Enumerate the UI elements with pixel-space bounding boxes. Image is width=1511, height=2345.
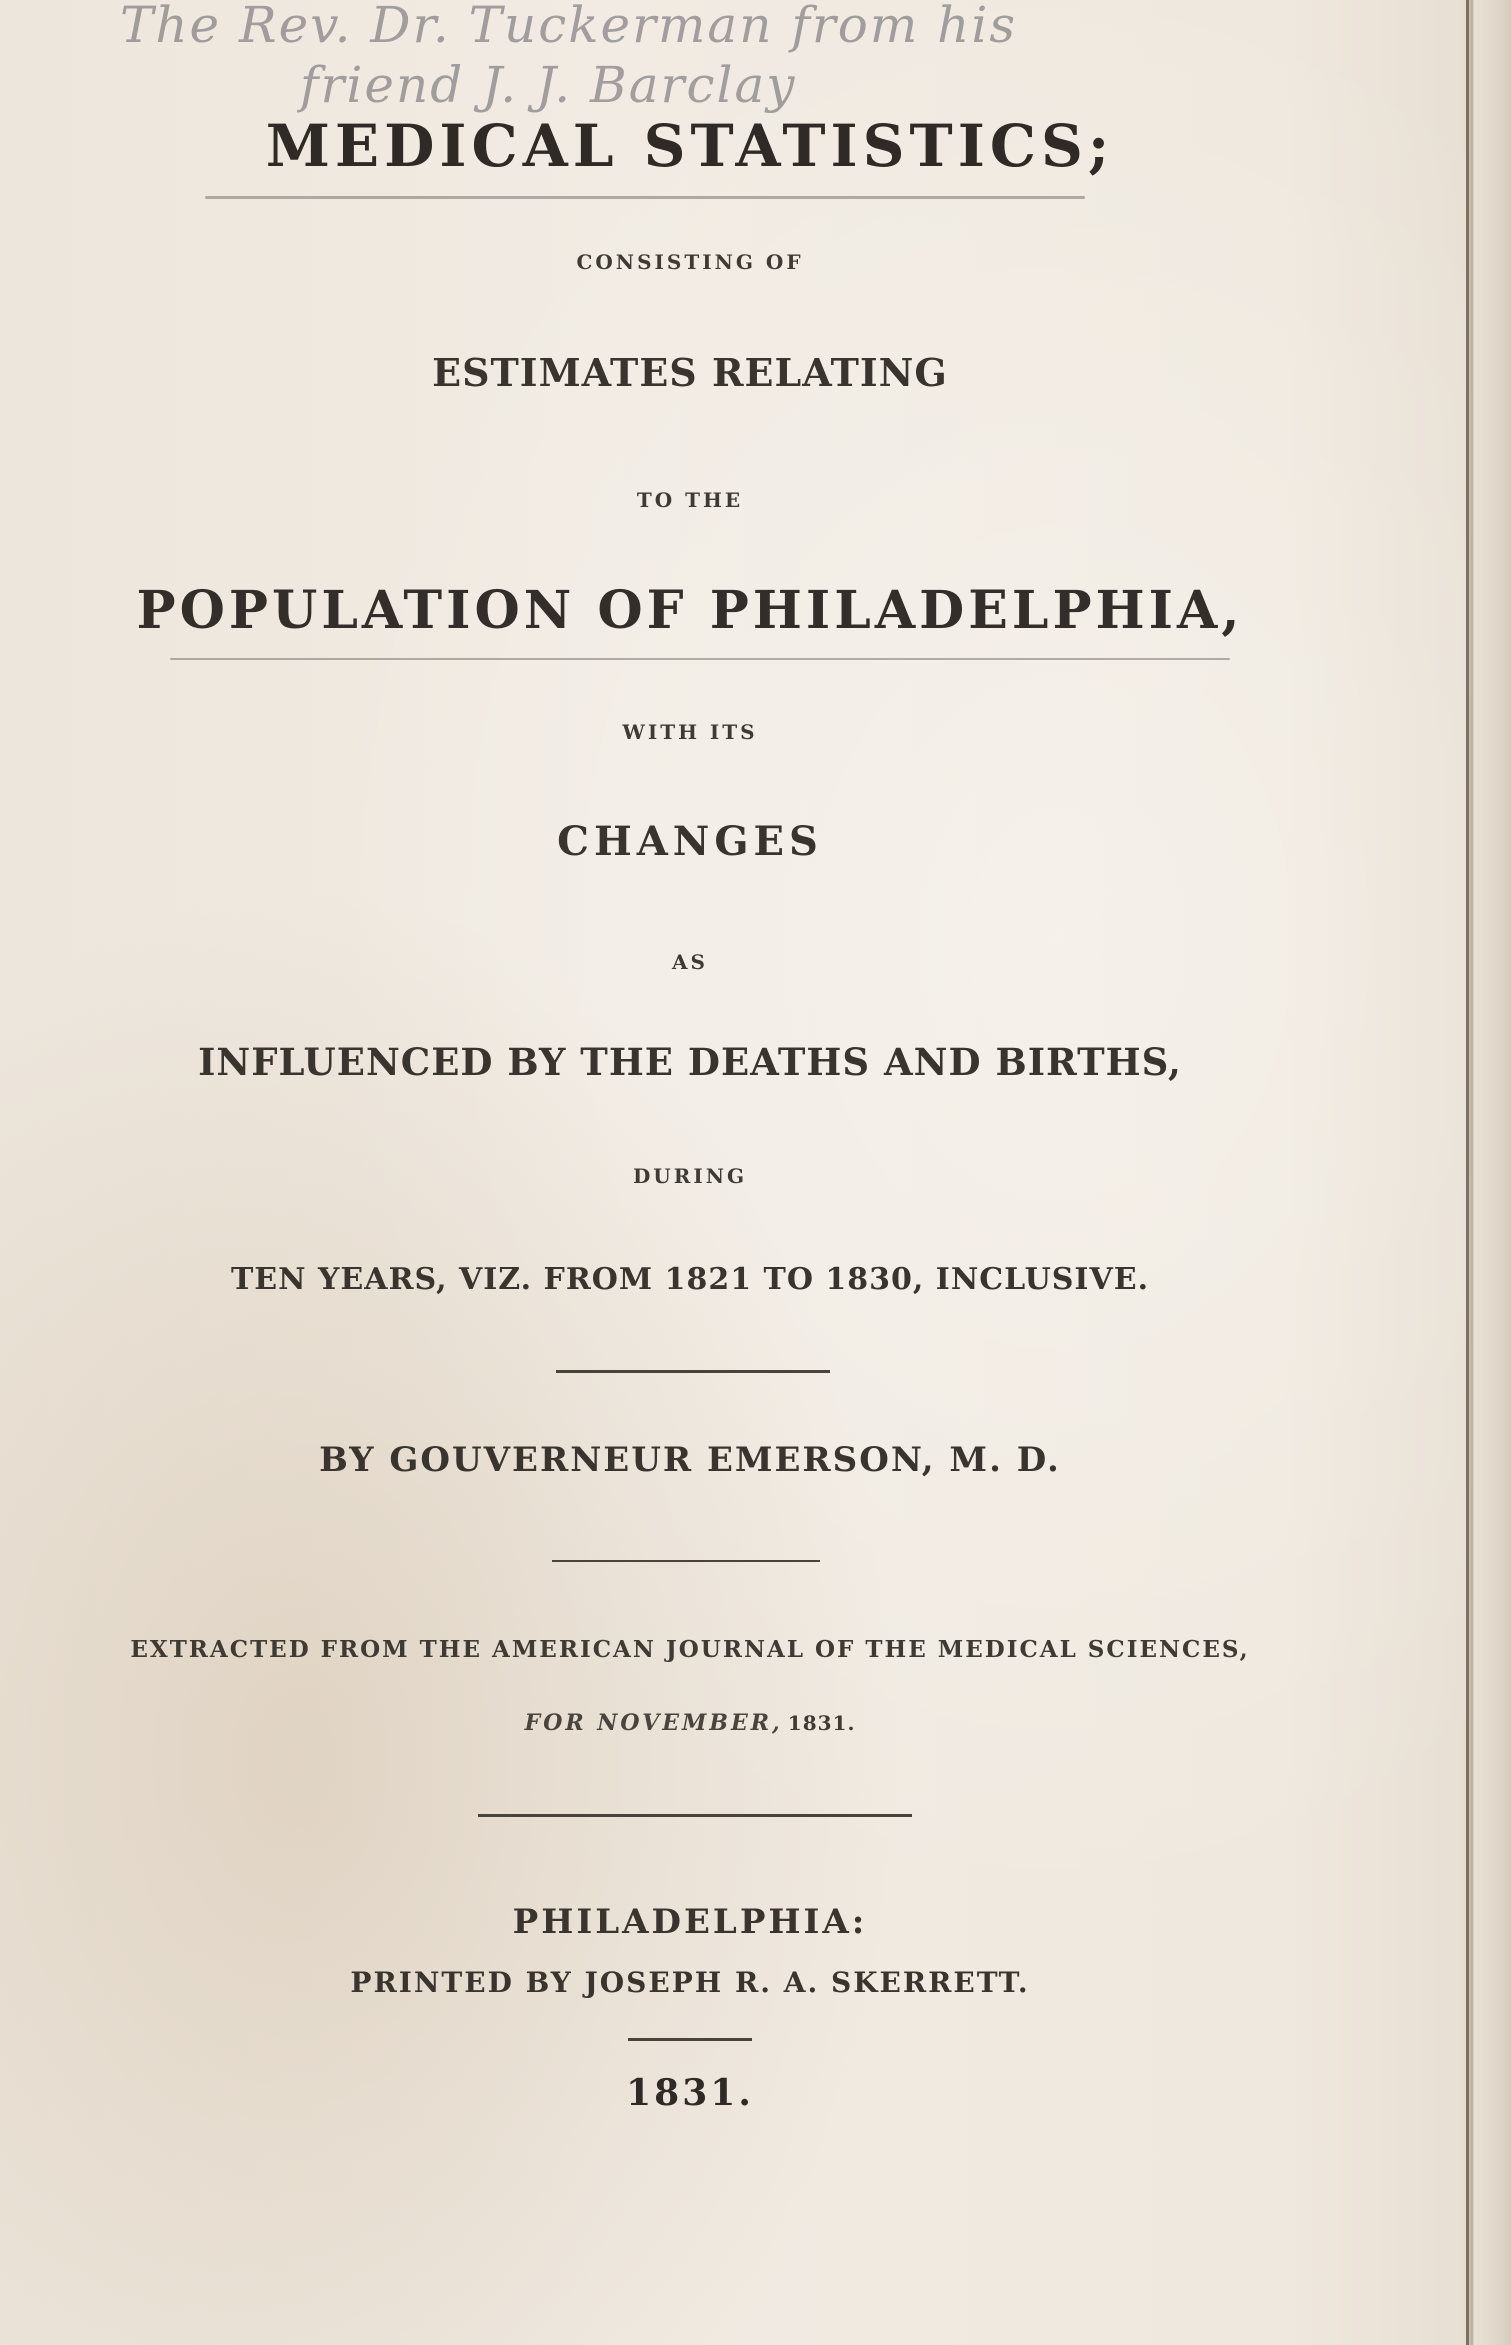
subtitle-to-the: TO THE bbox=[636, 488, 744, 512]
imprint-place: PHILADELPHIA: bbox=[512, 1902, 868, 1942]
inscription-line-1: The Rev. Dr. Tuckerman from his bbox=[120, 0, 1017, 54]
imprint-printer: PRINTED BY JOSEPH R. A. SKERRETT. bbox=[350, 1966, 1030, 1999]
subtitle-consisting-of: CONSISTING OF bbox=[576, 250, 804, 274]
subtitle-population: POPULATION OF PHILADELPHIA, bbox=[136, 580, 1244, 641]
book-title: MEDICAL STATISTICS; bbox=[265, 112, 1115, 180]
issue-month: FOR NOVEMBER, bbox=[524, 1710, 783, 1736]
subtitle-ten-years: TEN YEARS, VIZ. FROM 1821 TO 1830, INCLUSIVE. bbox=[230, 1262, 1150, 1297]
subtitle-influenced: INFLUENCED BY THE DEATHS AND BIRTHS, bbox=[198, 1040, 1182, 1084]
divider-rule bbox=[628, 2038, 752, 2041]
subtitle-changes: CHANGES bbox=[557, 818, 823, 865]
author-line: BY GOUVERNEUR EMERSON, M. D. bbox=[319, 1440, 1061, 1480]
extracted-from-line bbox=[0, 1636, 1380, 1663]
inscription-line-2: friend J. J. Barclay bbox=[300, 56, 797, 114]
divider-rule bbox=[478, 1814, 912, 1817]
subtitle-estimates: ESTIMATES RELATING bbox=[432, 350, 948, 395]
subtitle-as: AS bbox=[672, 950, 708, 974]
pencil-underline bbox=[170, 658, 1230, 660]
subtitle-with-its: WITH ITS bbox=[622, 720, 758, 744]
page-edge bbox=[1469, 0, 1511, 2345]
divider-rule bbox=[556, 1370, 830, 1373]
pencil-underline bbox=[205, 196, 1085, 199]
divider-rule bbox=[552, 1560, 820, 1562]
issue-year: 1831. bbox=[787, 1711, 856, 1735]
subtitle-during: DURING bbox=[632, 1164, 748, 1188]
handwritten-inscription bbox=[120, 0, 1400, 130]
issue-line bbox=[0, 1710, 1380, 1736]
extracted-from-text: EXTRACTED FROM THE AMERICAN JOURNAL OF THE MEDICAL SCIENCES, bbox=[130, 1636, 1250, 1663]
imprint-year: 1831. bbox=[626, 2072, 754, 2114]
